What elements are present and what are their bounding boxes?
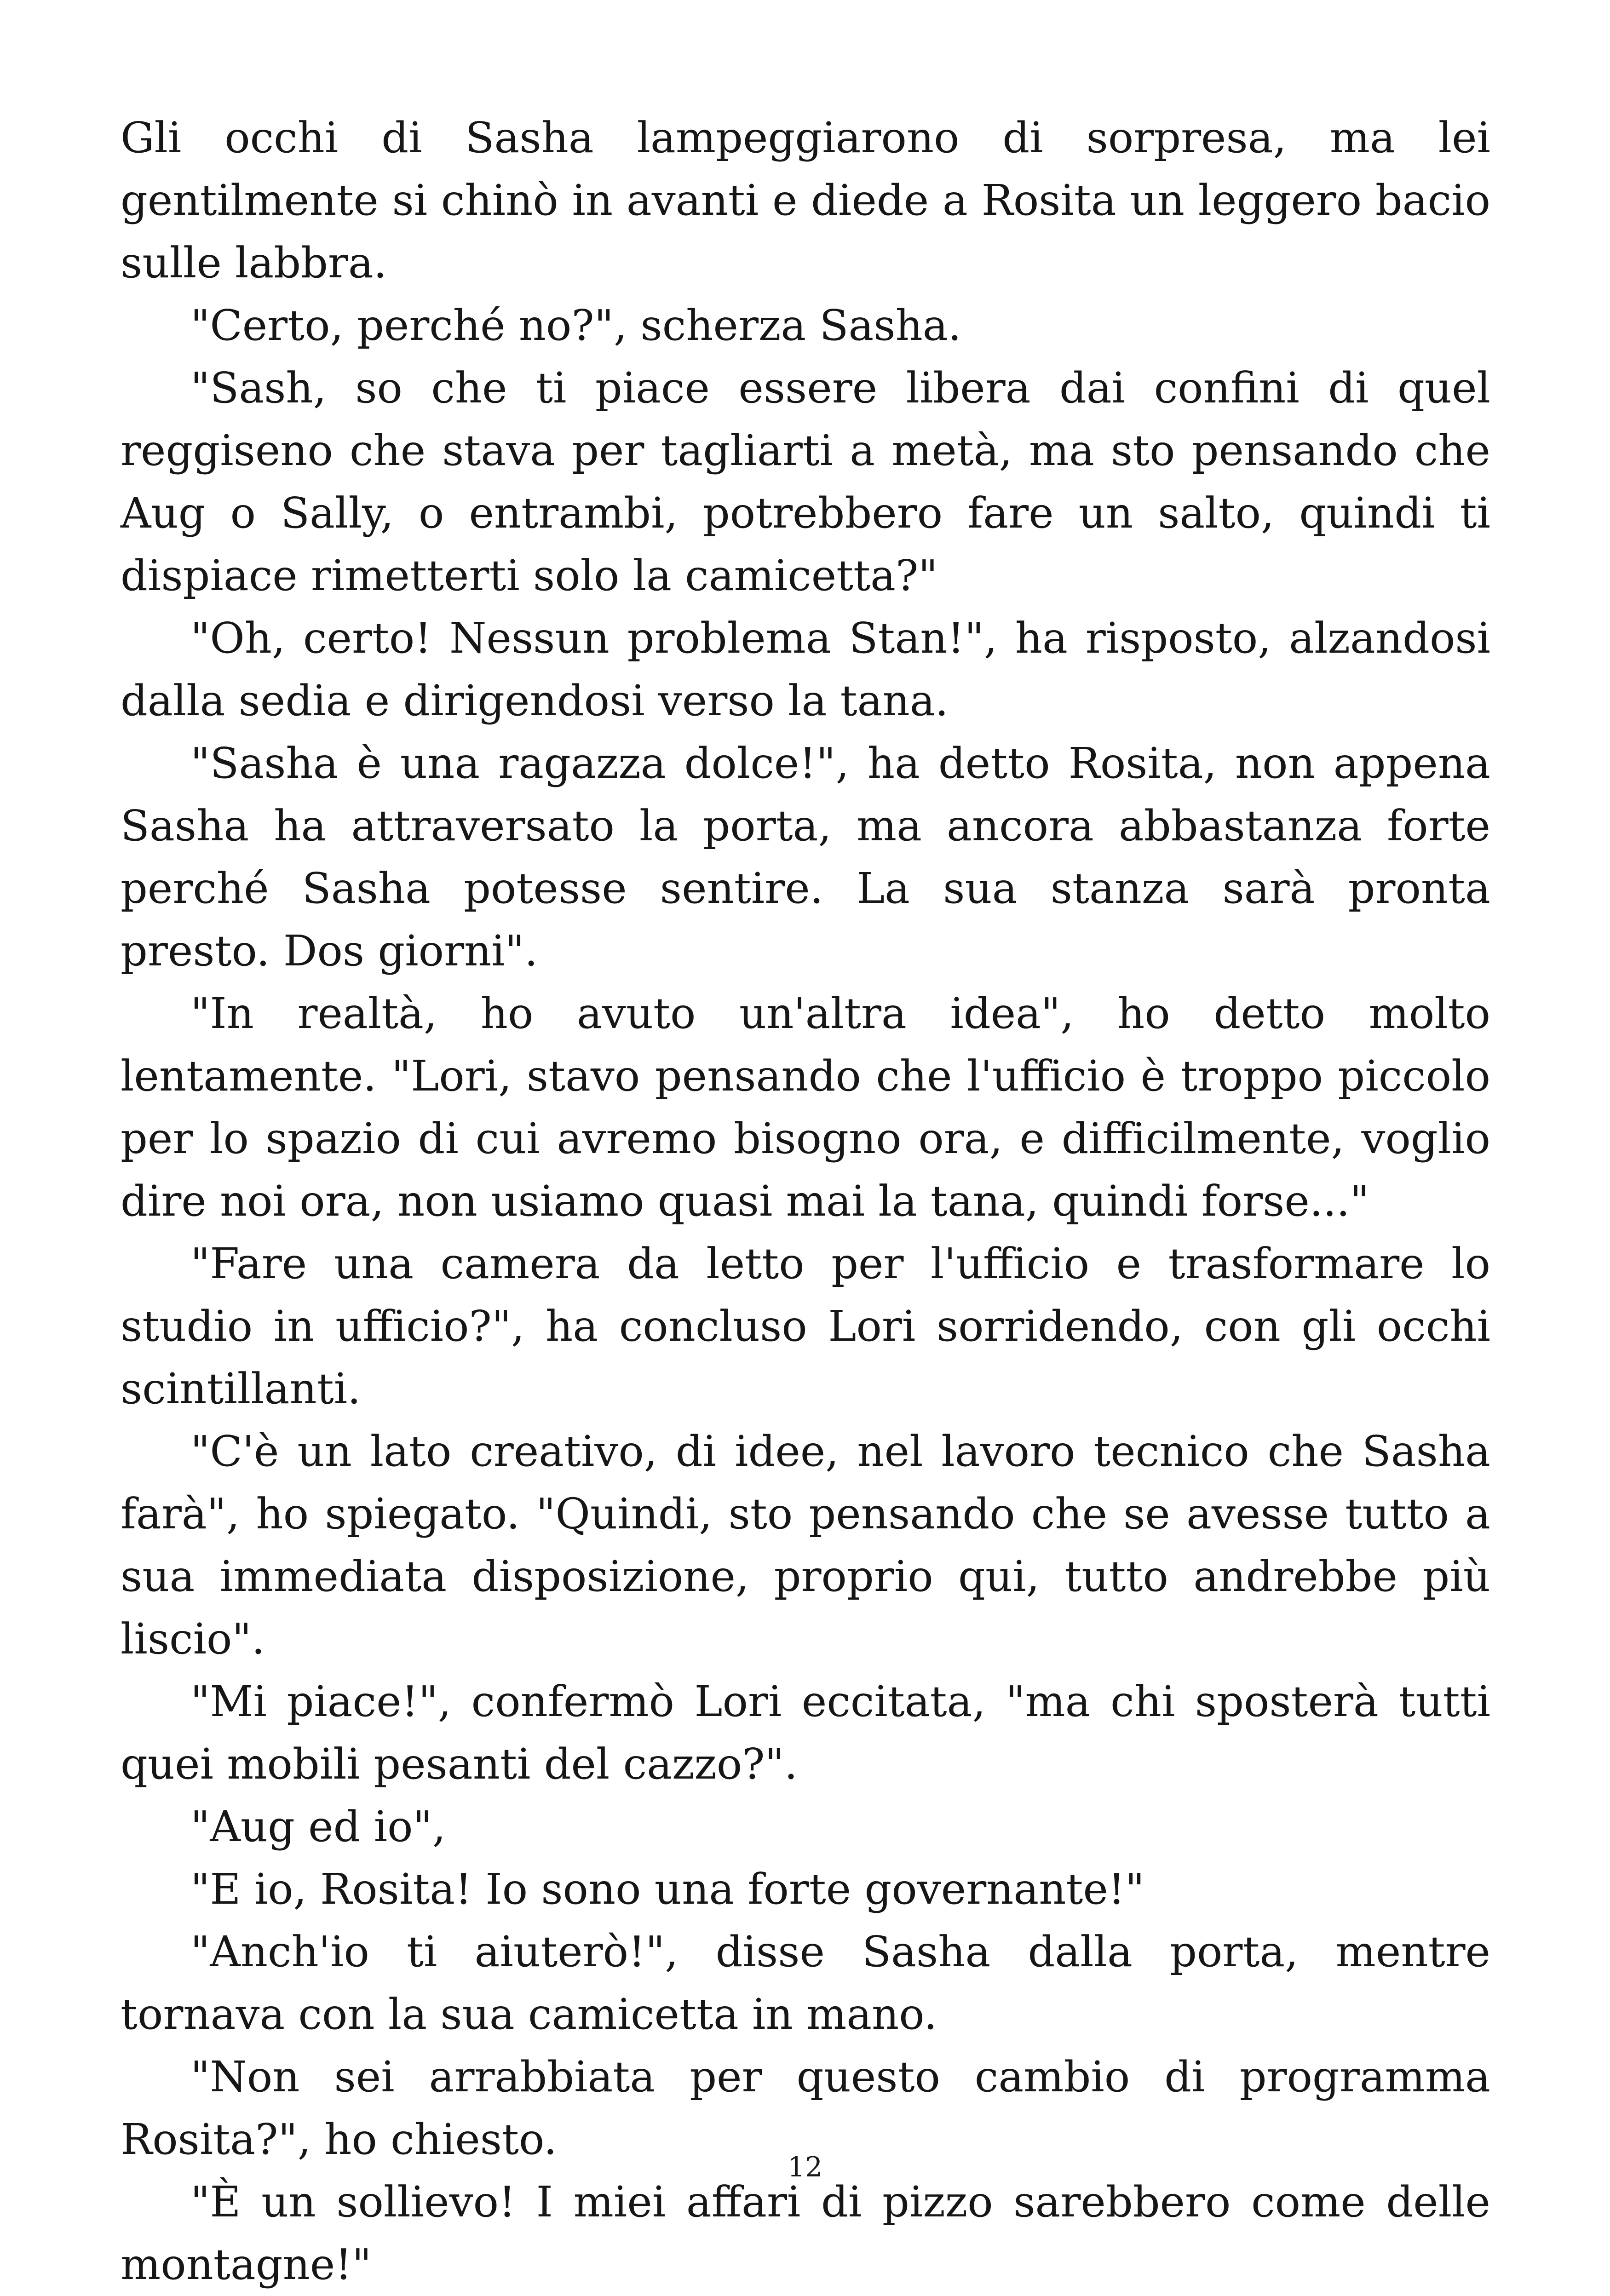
paragraph: "Non sei arrabbiata per questo cambio di programma Rosita?", ho chiesto. — [121, 2052, 1490, 2164]
body-text — [121, 107, 1490, 2296]
paragraph: Gli occhi di Sasha lampeggiarono di sorpresa, ma lei gentilmente si chinò in avanti e diede a Rosita un leggero bacio sulle labbra. — [121, 113, 1490, 287]
paragraph: "Mi piace!", confermò Lori eccitata, "ma chi sposterà tutti quei mobili pesanti del cazzo?". — [121, 1677, 1490, 1789]
paragraph: "Fare una camera da letto per l'ufficio e trasformare lo studio in ufficio?", ha concluso Lori sorridendo, con gli occhi scintillanti. — [121, 1239, 1490, 1413]
paragraph: "Oh, certo! Nessun problema Stan!", ha risposto, alzandosi dalla sedia e dirigendosi verso la tana. — [121, 614, 1490, 725]
paragraph: "C'è un lato creativo, di idee, nel lavoro tecnico che Sasha farà", ho spiegato. "Quindi, sto pensando che se avesse tutto a sua immediata disposizione, proprio qui, tutto andrebbe più liscio". — [121, 1427, 1490, 1664]
paragraph: "Aug ed io", — [190, 1802, 446, 1851]
paragraph: "In realtà, ho avuto un'altra idea", ho detto molto lentamente. "Lori, stavo pensando che l'ufficio è troppo piccolo per lo spazio di cui avremo bisogno ora, e difficilmente, voglio dire noi ora, non usiamo quasi mai la tana, quindi forse..." — [121, 989, 1490, 1226]
paragraph: "È un sollievo! I miei affari di pizzo sarebbero come delle montagne!" — [121, 2177, 1490, 2289]
paragraph: "Certo, perché no?", scherza Sasha. — [190, 301, 961, 350]
paragraph: "Sash, so che ti piace essere libera dai confini di quel reggiseno che stava per tagliarti a metà, ma sto pensando che Aug o Sally, o entrambi, potrebbero fare un salto, quindi ti dispiace rimetterti solo la camicetta?" — [121, 363, 1490, 600]
paragraph: "E io, Rosita! Io sono una forte governante!" — [190, 1865, 1145, 1914]
page-number: 12 — [787, 2151, 823, 2183]
paragraph: "Anch'io ti aiuterò!", disse Sasha dalla porta, mentre tornava con la sua camicetta in mano. — [121, 1927, 1490, 2039]
paragraph: "Sasha è una ragazza dolce!", ha detto Rosita, non appena Sasha ha attraversato la porta, ma ancora abbastanza forte perché Sasha potesse sentire. La sua stanza sarà pronta presto. Dos giorni". — [121, 739, 1490, 976]
